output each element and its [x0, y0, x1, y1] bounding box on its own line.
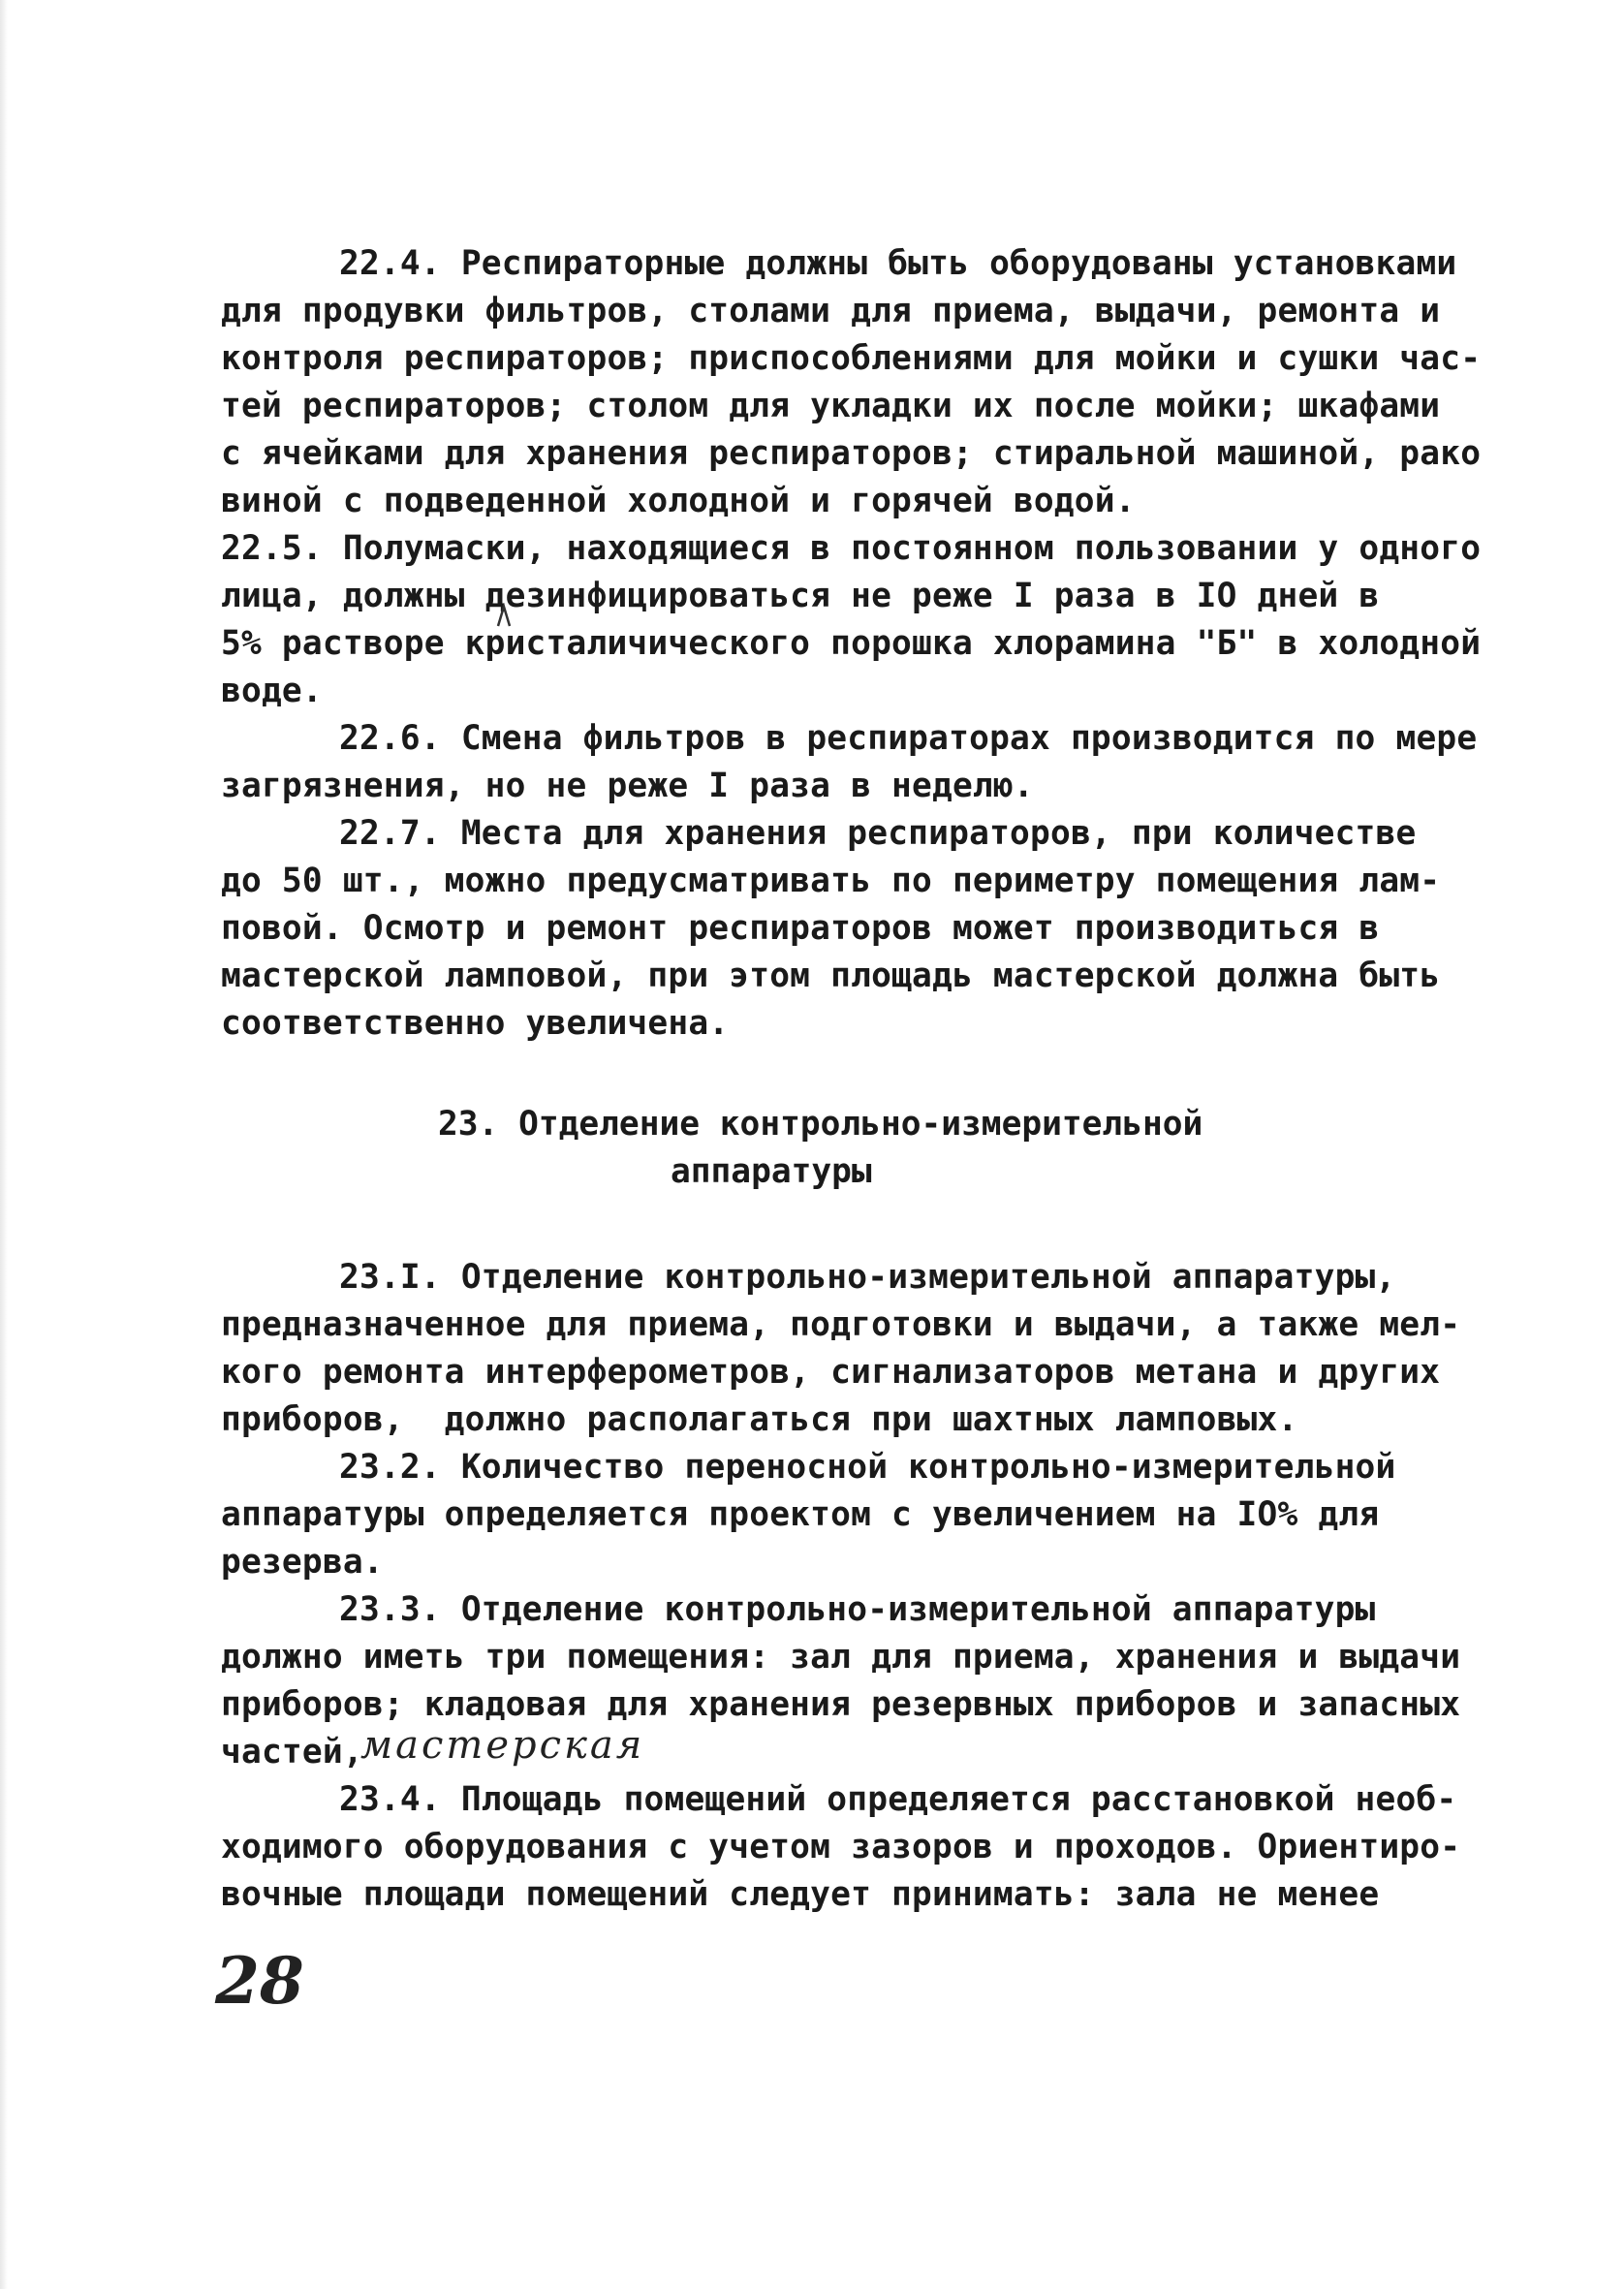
text-line: должно иметь три помещения: зал для приема, хранения и выдачи	[221, 1638, 1461, 1677]
text-line: 23.4. Площадь помещений определяется расстановкой необ-	[339, 1780, 1457, 1819]
text-line: загрязнения, но не реже I раза в неделю.	[221, 767, 1034, 805]
text-line: частей,	[221, 1733, 363, 1772]
text-line: резерва.	[221, 1543, 384, 1582]
text-line: 23.I. Отделение контрольно-измерительной аппаратуры,	[339, 1258, 1396, 1297]
text-line: до 50 шт., можно предусматривать по периметру помещения лам-	[221, 862, 1441, 900]
text-line: повой. Осмотр и ремонт респираторов может производиться в	[221, 909, 1380, 948]
scan-edge-shadow	[0, 0, 8, 2289]
text-line: кого ремонта интерферометров, сигнализаторов метана и других	[221, 1353, 1441, 1392]
text-line: соответственно увеличена.	[221, 1004, 730, 1043]
text-line: контроля респираторов; приспособлениями для мойки и сушки час-	[221, 339, 1482, 378]
text-line: мастерской ламповой, при этом площадь мастерской должна быть	[221, 956, 1441, 995]
text-line: предназначенное для приема, подготовки и выдачи, а также мел-	[221, 1305, 1461, 1344]
text-line: 22.7. Места для хранения респираторов, при количестве	[339, 814, 1417, 853]
text-line: ходимого оборудования с учетом зазоров и проходов. Ориентиро-	[221, 1828, 1461, 1866]
text-line: с ячейками для хранения респираторов; стиральной машиной, рако	[221, 434, 1482, 473]
text-line: тей респираторов; столом для укладки их после мойки; шкафами	[221, 387, 1441, 425]
section-heading-continued: аппаратуры	[671, 1152, 872, 1191]
section-heading: 23. Отделение контрольно-измерительной	[438, 1105, 1203, 1144]
handwritten-insertion: мастерская	[360, 1723, 645, 1768]
text-line: 5% растворе кристаличического порошка хлорамина "Б" в холодной	[221, 624, 1482, 663]
text-line: для продувки фильтров, столами для приема, выдачи, ремонта и	[221, 292, 1441, 330]
text-line: 23.3. Отделение контрольно-измерительной аппаратуры	[339, 1590, 1376, 1629]
text-line: 22.4. Респираторные должны быть оборудованы установками	[339, 244, 1457, 283]
text-line: аппаратуры определяется проектом с увеличением на IO% для	[221, 1495, 1380, 1534]
text-line: воде.	[221, 672, 323, 710]
text-line: приборов, должно располагаться при шахтных ламповых.	[221, 1400, 1298, 1439]
text-line: 23.2. Количество переносной контрольно-измерительной	[339, 1448, 1396, 1487]
text-line: виной с подведенной холодной и горячей водой.	[221, 482, 1136, 520]
text-line: 22.6. Смена фильтров в респираторах производится по мере	[339, 719, 1478, 758]
text-line: лица, должны дезинфицироваться не реже I раза в IO дней в	[221, 577, 1380, 615]
text-line: приборов; кладовая для хранения резервных приборов и запасных	[221, 1685, 1461, 1724]
text-line: вочные площади помещений следует принимать: зала не менее	[221, 1875, 1380, 1914]
text-line: 22.5. Полумаски, находящиеся в постоянном пользовании у одного	[221, 529, 1482, 568]
handwritten-page-number: 28	[215, 1943, 304, 2019]
